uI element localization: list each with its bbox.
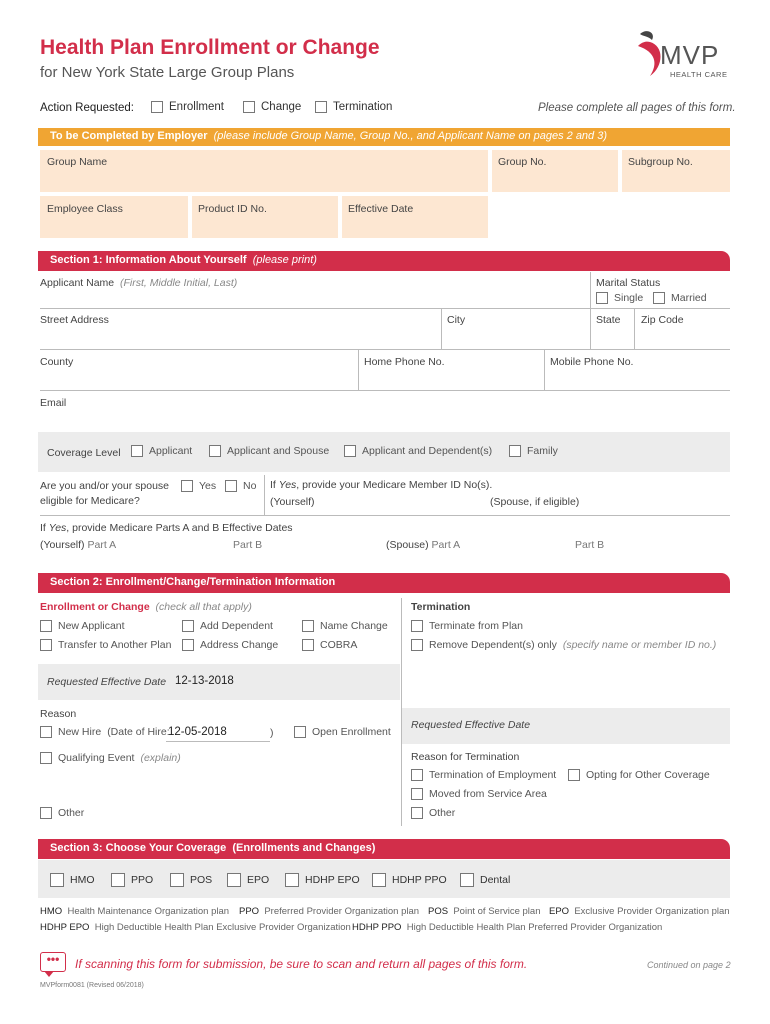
reason-label: Reason — [40, 708, 77, 720]
date-of-hire-close: ) — [270, 727, 274, 739]
county-label: County — [40, 356, 74, 368]
parts-spouse-label: (Spouse) Part A — [386, 539, 461, 551]
termination-employment-checkbox[interactable]: Termination of Employment — [411, 769, 556, 781]
coverage-applicant-dependents-checkbox[interactable]: Applicant and Dependent(s) — [344, 445, 492, 457]
address-change-checkbox[interactable]: Address Change — [182, 639, 278, 651]
form-title: Health Plan Enrollment or Change — [40, 36, 380, 59]
coverage-level-label: Coverage Level — [47, 447, 121, 459]
open-enrollment-checkbox[interactable]: Open Enrollment — [294, 726, 391, 738]
subgroup-no-label: Subgroup No. — [628, 156, 693, 168]
termination-heading: Termination — [411, 601, 471, 613]
plan-dental-checkbox[interactable]: Dental — [460, 873, 510, 887]
form-subtitle: for New York State Large Group Plans — [40, 64, 295, 81]
employee-class-label: Employee Class — [47, 203, 123, 215]
plan-ppo-checkbox[interactable]: PPO — [111, 873, 153, 887]
legend-hdhp-epo: HDHP EPO High Deductible Health Plan Exclusive Provider Organization — [40, 922, 351, 933]
marital-status-label: Marital Status — [596, 277, 661, 289]
terminate-plan-checkbox[interactable]: Terminate from Plan — [411, 620, 523, 632]
section3-bar: Section 3: Choose Your Coverage (Enrollments and Changes) — [38, 839, 730, 859]
section2-bar: Section 2: Enrollment/Change/Termination Information — [38, 573, 730, 593]
email-label: Email — [40, 397, 67, 409]
logo-text: MVP — [660, 40, 720, 70]
coverage-family-checkbox[interactable]: Family — [509, 445, 558, 457]
continued-note: Continued on page 2 — [647, 960, 731, 970]
medicare-no-checkbox[interactable]: No — [225, 480, 256, 492]
employer-section-bar: To be Completed by Employer (please include Group Name, Group No., and Applicant Name on pages 2 and 3) — [38, 128, 730, 146]
state-label: State — [596, 314, 621, 326]
plan-pos-checkbox[interactable]: POS — [170, 873, 212, 887]
reason-termination-label: Reason for Termination — [411, 751, 520, 763]
speech-bubble-icon: ••• — [40, 952, 66, 972]
plan-hdhp-ppo-checkbox[interactable]: HDHP PPO — [372, 873, 447, 887]
city-label: City — [447, 314, 466, 326]
legend-hmo: HMO Health Maintenance Organization plan — [40, 906, 230, 917]
mvp-logo — [630, 30, 730, 82]
new-hire-checkbox[interactable]: New Hire (Date of Hire: — [40, 726, 170, 738]
coverage-applicant-spouse-checkbox[interactable]: Applicant and Spouse — [209, 445, 329, 457]
street-address-label: Street Address — [40, 314, 109, 326]
group-name-field[interactable] — [40, 150, 488, 192]
plan-hmo-checkbox[interactable]: HMO — [50, 873, 95, 887]
mobile-phone-label: Mobile Phone No. — [550, 356, 634, 368]
home-phone-label: Home Phone No. — [364, 356, 445, 368]
medicare-yes-checkbox[interactable]: Yes — [181, 480, 216, 492]
group-name-label: Group Name — [47, 156, 108, 168]
add-dependent-checkbox[interactable]: Add Dependent — [182, 620, 273, 632]
logo-subtext: HEALTH CARE — [670, 70, 728, 79]
new-applicant-checkbox[interactable]: New Applicant — [40, 620, 125, 632]
enrollment-change-heading: Enrollment or Change (check all that apply) — [40, 601, 252, 613]
other-reason-checkbox[interactable]: Other — [40, 807, 84, 819]
zip-code-label: Zip Code — [641, 314, 684, 326]
action-termination-checkbox[interactable]: Termination — [315, 101, 392, 113]
plan-hdhp-epo-checkbox[interactable]: HDHP EPO — [285, 873, 360, 887]
name-change-checkbox[interactable]: Name Change — [302, 620, 388, 632]
action-requested-label: Action Requested: — [40, 102, 134, 114]
medicare-question-line2: eligible for Medicare? — [40, 495, 140, 507]
legend-pos: POS Point of Service plan — [428, 906, 541, 917]
action-enrollment-checkbox[interactable]: Enrollment — [151, 101, 224, 113]
parts-yourself-label: (Yourself) Part A — [40, 539, 117, 551]
medicare-spouse-label: (Spouse, if eligible) — [490, 496, 580, 508]
qualifying-event-checkbox[interactable]: Qualifying Event (explain) — [40, 752, 181, 764]
complete-all-pages-note: Please complete all pages of this form. — [538, 102, 736, 114]
transfer-plan-checkbox[interactable]: Transfer to Another Plan — [40, 639, 171, 651]
spouse-part-b-label: Part B — [575, 539, 605, 551]
date-of-hire-value[interactable]: 12-05-2018 — [168, 726, 227, 738]
medicare-yourself-label: (Yourself) — [270, 496, 315, 508]
medicare-question-line1: Are you and/or your spouse — [40, 480, 169, 492]
legend-ppo: PPO Preferred Provider Organization plan — [239, 906, 420, 917]
medicare-id-instruction: If Yes, provide your Medicare Member ID No(s). — [270, 479, 493, 491]
group-no-label: Group No. — [498, 156, 547, 168]
moved-service-area-checkbox[interactable]: Moved from Service Area — [411, 788, 547, 800]
term-requested-effective-date-label: Requested Effective Date — [411, 719, 531, 731]
medicare-parts-instruction: If Yes, provide Medicare Parts A and B Effective Dates — [40, 522, 293, 534]
opting-other-coverage-checkbox[interactable]: Opting for Other Coverage — [568, 769, 710, 781]
yourself-part-b-label: Part B — [233, 539, 263, 551]
requested-effective-date-value[interactable]: 12-13-2018 — [175, 675, 234, 687]
product-id-label: Product ID No. — [198, 203, 267, 215]
cobra-checkbox[interactable]: COBRA — [302, 639, 357, 651]
scan-note: If scanning this form for submission, be sure to scan and return all pages of this form. — [75, 957, 528, 971]
requested-effective-date-label: Requested Effective Date — [47, 676, 167, 688]
form-id: MVPform0081 (Revised 06/2018) — [40, 982, 144, 989]
effective-date-label: Effective Date — [348, 203, 414, 215]
section1-bar: Section 1: Information About Yourself (please print) — [38, 251, 730, 271]
coverage-applicant-checkbox[interactable]: Applicant — [131, 445, 192, 457]
single-checkbox[interactable]: Single — [596, 292, 643, 304]
plan-epo-checkbox[interactable]: EPO — [227, 873, 269, 887]
legend-epo: EPO Exclusive Provider Organization plan — [549, 906, 730, 917]
applicant-name-label: Applicant Name (First, Middle Initial, Last) — [40, 277, 238, 289]
action-change-checkbox[interactable]: Change — [243, 101, 301, 113]
legend-hdhp-ppo: HDHP PPO High Deductible Health Plan Preferred Provider Organization — [352, 922, 663, 933]
remove-dependent-checkbox[interactable]: Remove Dependent(s) only (specify name or member ID no.) — [411, 639, 716, 651]
married-checkbox[interactable]: Married — [653, 292, 707, 304]
term-other-checkbox[interactable]: Other — [411, 807, 455, 819]
